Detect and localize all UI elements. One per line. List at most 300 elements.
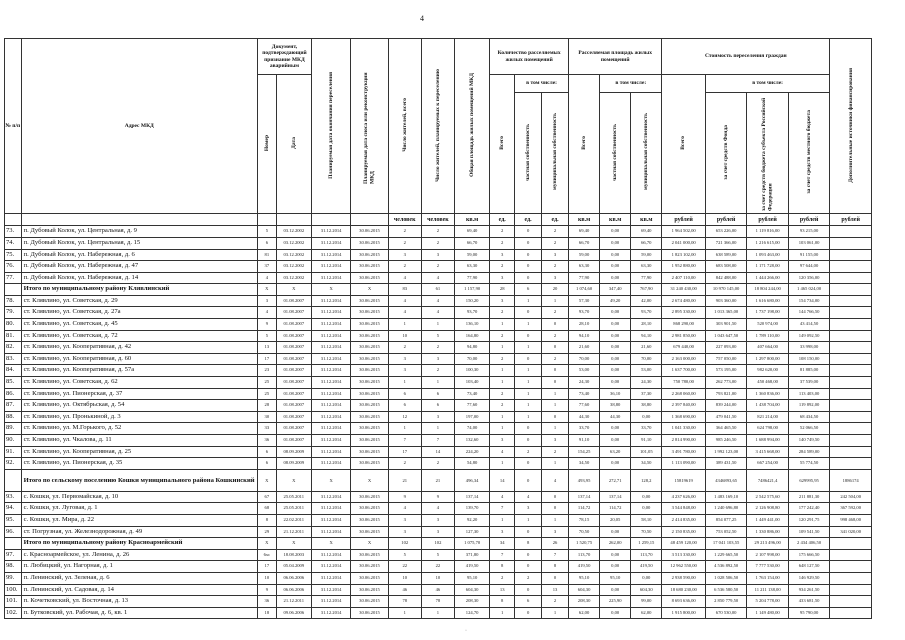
row-value: 1 — [490, 514, 515, 526]
table-row — [5, 572, 872, 584]
row-value: 433 681,50 — [788, 596, 829, 608]
row-number: 99. — [5, 572, 22, 584]
table-total-row — [5, 538, 872, 550]
row-value: 113 403,00 — [788, 388, 829, 400]
row-number: 90. — [5, 435, 22, 447]
row-value: 7 — [490, 503, 515, 515]
row-value: 648 127,50 — [788, 561, 829, 573]
row-value: 30.06.2015 — [351, 423, 388, 435]
row-value — [830, 272, 872, 284]
row-number: 102. — [5, 607, 22, 619]
row-value: X — [258, 538, 277, 550]
row-value: 0 — [515, 353, 542, 365]
row-value: 1 — [490, 411, 515, 423]
row-value: 31.12.2014 — [311, 226, 350, 238]
row-value: 53,00 — [631, 365, 662, 377]
row-value: 2 — [421, 458, 454, 470]
row-value: 136,10 — [455, 319, 490, 331]
row-value: 842 488,00 — [705, 272, 746, 284]
row-value: 1 483 169,10 — [705, 491, 746, 503]
row-value: 31.12.2014 — [311, 584, 350, 596]
row-value: 31.12.2014 — [311, 353, 350, 365]
row-address: ст. Клявлино, ул. Советская, д. 27а — [21, 307, 257, 319]
row-value: 3 — [490, 526, 515, 538]
row-value: 30.06.2015 — [351, 377, 388, 389]
row-value: 6 — [515, 596, 542, 608]
table-row — [5, 526, 872, 538]
row-value: 31.12.2014 — [311, 330, 350, 342]
row-number: 101. — [5, 596, 22, 608]
row-value: 0 — [515, 237, 542, 249]
row-value: 6 — [388, 388, 421, 400]
row-value: 44,30 — [600, 411, 631, 423]
row-value: 01.08.2007 — [276, 342, 311, 354]
row-value: 26 — [542, 538, 569, 550]
row-address: п. Дубовый Колок, ул. Набережная, д. 14 — [21, 272, 257, 284]
row-value: 7 — [542, 549, 569, 561]
row-value: 01.08.2007 — [276, 353, 311, 365]
row-number: 80. — [5, 319, 22, 331]
row-value: 31.12.2014 — [311, 261, 350, 273]
row-value: 1 964 502,00 — [662, 226, 706, 238]
row-value: 10 — [258, 572, 277, 584]
header-doc-number: Номер — [263, 134, 270, 152]
row-value — [830, 307, 872, 319]
row-value: 14 — [421, 446, 454, 458]
row-value: 30.06.2015 — [351, 237, 388, 249]
row-value: 63,30 — [631, 261, 662, 273]
row-value: 982 620,00 — [747, 365, 788, 377]
row-value: 1 368 690,00 — [662, 411, 706, 423]
row-value: 520 974,00 — [747, 319, 788, 331]
row-value: 750 780,00 — [662, 377, 706, 389]
row-value: 28 — [258, 400, 277, 412]
row-value: 2 — [542, 596, 569, 608]
header-area-total: Всего — [580, 136, 587, 150]
row-value: 242 504,00 — [830, 491, 872, 503]
row-number: 84. — [5, 365, 22, 377]
row-value: 59,00 — [569, 249, 600, 261]
row-address: с. Кошки, ул. Луговая, д. 1 — [21, 503, 257, 515]
row-value: 13 — [542, 584, 569, 596]
row-value: 0,00 — [631, 491, 662, 503]
row-value — [830, 607, 872, 619]
row-value: 01.08.2007 — [276, 423, 311, 435]
row-value: 62,00 — [631, 607, 662, 619]
table-total-row — [5, 469, 872, 491]
row-value: 127,30 — [455, 526, 490, 538]
row-value: 2 — [542, 226, 569, 238]
row-value: 0,00 — [600, 377, 631, 389]
row-value: 94,10 — [569, 330, 600, 342]
row-value: 114,72 — [569, 503, 600, 515]
row-value: 95,10 — [569, 572, 600, 584]
row-value: 31.12.2014 — [311, 607, 350, 619]
row-value: 8 — [542, 561, 569, 573]
row-value: 30.06.2015 — [351, 503, 388, 515]
row-value: 139,70 — [455, 503, 490, 515]
row-value: 30.06.2015 — [351, 272, 388, 284]
row-value: 211 881,30 — [788, 491, 829, 503]
row-value: 2 — [542, 446, 569, 458]
row-value: 59,00 — [455, 249, 490, 261]
row-value: 284 589,00 — [788, 446, 829, 458]
row-value: 854 077,25 — [705, 514, 746, 526]
row-value: 0 — [515, 561, 542, 573]
row-value: 31.12.2014 — [311, 342, 350, 354]
unit-cell: ед. — [542, 214, 569, 226]
row-value: 1 041 330,00 — [662, 423, 706, 435]
row-value: 2 — [490, 388, 515, 400]
row-value: 5 — [258, 226, 277, 238]
row-value: 149 092,50 — [788, 330, 829, 342]
row-value: 1 229 665,50 — [705, 549, 746, 561]
row-value: 2 — [421, 365, 454, 377]
row-number: 73. — [5, 226, 22, 238]
row-value: 154,25 — [569, 446, 600, 458]
row-value: 30.06.2015 — [351, 353, 388, 365]
row-value: 9 — [388, 491, 421, 503]
row-value: 0,00 — [600, 342, 631, 354]
row-value: 37 539,00 — [788, 377, 829, 389]
row-address: ст. Клявлино, ул. Пионерская, д. 35 — [21, 458, 257, 470]
row-value: 93 215,00 — [788, 226, 829, 238]
row-value: 59,00 — [631, 249, 662, 261]
row-value: 38,80 — [631, 400, 662, 412]
row-value: 94,80 — [455, 342, 490, 354]
row-value: 0,00 — [600, 435, 631, 447]
row-address: ст. Клявлино, ул. Пионерская, д. 37 — [21, 388, 257, 400]
row-value: 06.06.2006 — [276, 584, 311, 596]
row-value: 2 — [542, 330, 569, 342]
row-value: 2 814 990,00 — [662, 435, 706, 447]
row-value: 1 616 680,00 — [747, 295, 788, 307]
row-value: 109 541,50 — [788, 526, 829, 538]
row-address: ст. Клявлино, ул. Советская, д. 62 — [21, 377, 257, 389]
row-value: 03.12.2002 — [276, 249, 311, 261]
row-value: 341 020,00 — [830, 526, 872, 538]
row-value: 31.12.2014 — [311, 388, 350, 400]
row-value: 01.08.2007 — [276, 377, 311, 389]
row-value: 48 459 120,00 — [662, 538, 706, 550]
row-value: 31.12.2014 — [311, 295, 350, 307]
row-value: 1 — [515, 514, 542, 526]
row-value: 13 — [490, 584, 515, 596]
row-value: 18 — [258, 607, 277, 619]
row-value: 3 — [258, 295, 277, 307]
row-value: 670 530,00 — [705, 607, 746, 619]
row-value: 2 981 850,00 — [662, 330, 706, 342]
row-number: 91. — [5, 446, 22, 458]
row-value: 09.06.2006 — [276, 607, 311, 619]
row-value: 1 013 365,00 — [705, 307, 746, 319]
row-value: 821 214,00 — [747, 411, 788, 423]
units-row — [5, 214, 872, 226]
unit-cell: рублей — [788, 214, 829, 226]
row-value: 629995,95 — [788, 469, 829, 491]
row-value: 4 — [388, 295, 421, 307]
row-value: 3 — [421, 514, 454, 526]
row-value: 1 — [515, 400, 542, 412]
row-value: 2 — [490, 261, 515, 273]
row-value: 25 — [258, 377, 277, 389]
row-value: 1 688 994,00 — [747, 435, 788, 447]
row-value: 1 — [515, 342, 542, 354]
header-fund: за счет средств Фонда — [722, 124, 729, 180]
row-value: 30.06.2015 — [351, 561, 388, 573]
row-value: X — [258, 284, 277, 296]
row-value: 4346893,65 — [705, 469, 746, 491]
row-value: 144 766,50 — [788, 307, 829, 319]
row-value: 2 126 908,80 — [747, 503, 788, 515]
row-value: 496,34 — [455, 469, 490, 491]
row-value: 95,10 — [600, 572, 631, 584]
row-value: 604,30 — [631, 584, 662, 596]
table-row — [5, 237, 872, 249]
row-address: ст. Клявлино, ул. Кооперативная, д. 42 — [21, 342, 257, 354]
row-value: 667 254,00 — [747, 458, 788, 470]
row-value: 2 — [490, 330, 515, 342]
row-value: 83 — [388, 284, 421, 296]
row-value: 15819619 — [662, 469, 706, 491]
row-value: 0 — [515, 423, 542, 435]
row-number: 89. — [5, 423, 22, 435]
row-value: 2 542 575,60 — [747, 491, 788, 503]
row-value: 30.06.2015 — [351, 249, 388, 261]
row-value: 1 297 800,00 — [747, 353, 788, 365]
row-value: 42,00 — [631, 295, 662, 307]
row-address: ст. Клявлино, ул. Советская, д. 45 — [21, 319, 257, 331]
row-value: 91 155,00 — [788, 249, 829, 261]
row-value: 4 — [421, 503, 454, 515]
row-address: Итого по муниципальному району Красноармейский — [21, 538, 257, 550]
row-value: 604,30 — [569, 584, 600, 596]
row-value: 757 050,00 — [705, 353, 746, 365]
row-value: 8 — [515, 538, 542, 550]
unit-cell: ед. — [490, 214, 515, 226]
row-value: 3 — [388, 514, 421, 526]
table-row — [5, 584, 872, 596]
table-row — [5, 272, 872, 284]
row-value: 31.12.2014 — [311, 458, 350, 470]
header-local-budget: за счет средств местного бюджета — [805, 110, 812, 194]
row-value: 3 544 848,00 — [662, 503, 706, 515]
row-address: п. Кочетковский, ул. Восточная, д. 13 — [21, 596, 257, 608]
row-value: 0,00 — [600, 237, 631, 249]
row-address: ст. Клявлино, ул. Кооперативная, д. 60 — [21, 353, 257, 365]
row-value: 389 431,50 — [705, 458, 746, 470]
row-value: 0,00 — [600, 272, 631, 284]
row-value: 985 246,50 — [705, 435, 746, 447]
row-address: ст. Клявлино, ул. Советская, д. 29 — [21, 295, 257, 307]
row-number: 86. — [5, 388, 22, 400]
row-value: 30.06.2015 — [351, 400, 388, 412]
row-value: 77,60 — [455, 400, 490, 412]
row-value: 77,90 — [631, 272, 662, 284]
row-value: 5 204 778,00 — [747, 596, 788, 608]
row-value: 31.12.2014 — [311, 561, 350, 573]
row-value: 2 150 835,00 — [662, 526, 706, 538]
row-value: 262,00 — [600, 538, 631, 550]
row-value: 30.06.2015 — [351, 572, 388, 584]
row-value: 1 520,75 — [569, 538, 600, 550]
row-number: 94. — [5, 503, 22, 515]
row-value: 91,10 — [631, 435, 662, 447]
row-value: 1 — [515, 295, 542, 307]
row-value: 450 468,00 — [747, 377, 788, 389]
header-cost-total: Всего — [680, 136, 687, 150]
row-value: 3 — [388, 365, 421, 377]
table-body — [5, 226, 872, 619]
row-value: 197,00 — [455, 411, 490, 423]
row-value: 272,71 — [600, 469, 631, 491]
row-value: 22 — [388, 561, 421, 573]
row-value: 124,70 — [455, 607, 490, 619]
row-value: 81 — [258, 249, 277, 261]
row-value: 1 — [388, 319, 421, 331]
row-value: 01.08.2007 — [276, 411, 311, 423]
unit-cell: рублей — [830, 214, 872, 226]
row-value: 5 — [258, 330, 277, 342]
row-value: 0,00 — [600, 226, 631, 238]
row-value: 7 777 530,00 — [747, 561, 788, 573]
row-value: 2 — [421, 226, 454, 238]
row-value: 0,00 — [600, 319, 631, 331]
row-value: 77,90 — [569, 272, 600, 284]
row-value: 93,70 — [455, 307, 490, 319]
row-value: 4 — [388, 503, 421, 515]
row-value: 31.12.2014 — [311, 514, 350, 526]
row-value: 3 — [515, 503, 542, 515]
row-value: 119 892,00 — [788, 400, 829, 412]
row-value: 62,00 — [569, 607, 600, 619]
row-value: 0 — [515, 526, 542, 538]
row-value: X — [258, 469, 277, 491]
row-value: 0 — [515, 458, 542, 470]
row-value: 46 — [388, 584, 421, 596]
row-value: 3 — [421, 526, 454, 538]
row-value: 6 — [515, 284, 542, 296]
row-value: 793 821,00 — [705, 388, 746, 400]
row-value: 0 — [542, 365, 569, 377]
row-value: 10 — [388, 330, 421, 342]
row-value: 479 041,50 — [705, 411, 746, 423]
row-value: 29 213 496,00 — [747, 538, 788, 550]
row-value: 1886174 — [830, 469, 872, 491]
row-value: 70,50 — [569, 526, 600, 538]
header-rooms-total: Всего — [499, 136, 506, 150]
table-row — [5, 400, 872, 412]
unit-cell: кв.м — [569, 214, 600, 226]
row-value: 30.06.2015 — [351, 458, 388, 470]
row-value: 12 — [388, 411, 421, 423]
row-value: 120 356,00 — [788, 272, 829, 284]
row-value: 77,60 — [569, 400, 600, 412]
row-value: 7 — [490, 549, 515, 561]
row-value — [830, 572, 872, 584]
row-number: 82. — [5, 342, 22, 354]
row-value: 227 093,00 — [705, 342, 746, 354]
header-rooms-private: частная собственность — [524, 123, 531, 181]
row-value: 69,40 — [569, 226, 600, 238]
row-number: 74. — [5, 237, 22, 249]
row-value: 1 — [490, 342, 515, 354]
row-value: 4 — [490, 491, 515, 503]
row-value: 38,80 — [600, 400, 631, 412]
row-value: 868 290,00 — [662, 319, 706, 331]
row-value: 6 — [258, 237, 277, 249]
row-address: ст. Погрузная, ул. Железнодорожная, д. 49 — [21, 526, 257, 538]
row-value: 92,20 — [455, 514, 490, 526]
row-value — [830, 353, 872, 365]
row-value: 0,00 — [600, 330, 631, 342]
row-value: X — [311, 469, 350, 491]
row-number: 92. — [5, 458, 22, 470]
row-value: 2 — [490, 400, 515, 412]
row-value: 3 — [421, 249, 454, 261]
row-value: 30.06.2015 — [351, 226, 388, 238]
row-value: 30.06.2015 — [351, 295, 388, 307]
row-value: 31.12.2014 — [311, 400, 350, 412]
row-value: 08.09.2009 — [276, 458, 311, 470]
row-value: 839 244,00 — [705, 400, 746, 412]
row-number: 78. — [5, 295, 22, 307]
row-value: 97 644,00 — [788, 261, 829, 273]
table-row — [5, 353, 872, 365]
row-value: 1 465 024,00 — [788, 284, 829, 296]
row-value: 24,30 — [631, 377, 662, 389]
row-value: 31.12.2014 — [311, 446, 350, 458]
row-address: ст. Клявлино, ул. М.Горького, д. 52 — [21, 423, 257, 435]
row-value: 70,00 — [569, 353, 600, 365]
row-value: 13 — [258, 342, 277, 354]
row-value: 30.06.2015 — [351, 514, 388, 526]
row-value — [830, 284, 872, 296]
row-value: 1 — [515, 377, 542, 389]
row-number: 79. — [5, 307, 22, 319]
row-value: 1 — [421, 423, 454, 435]
row-value: 225,90 — [600, 596, 631, 608]
row-value: 100,30 — [455, 365, 490, 377]
row-value: 30.06.2015 — [351, 388, 388, 400]
row-value: 0,00 — [600, 365, 631, 377]
row-value: 0,00 — [600, 561, 631, 573]
row-value: 31.12.2014 — [311, 365, 350, 377]
row-value: 721 366,00 — [705, 237, 746, 249]
row-value: 2 — [542, 353, 569, 365]
row-value: 01.08.2007 — [276, 295, 311, 307]
unit-cell: кв.м — [600, 214, 631, 226]
row-value: 2 — [542, 261, 569, 273]
row-value: 1 — [490, 377, 515, 389]
row-value: 18 680 230,00 — [662, 584, 706, 596]
row-value: 18.08.2003 — [276, 549, 311, 561]
row-value: 371,80 — [455, 549, 490, 561]
row-value: 1 093 463,00 — [747, 249, 788, 261]
row-value: 1 — [421, 319, 454, 331]
row-value: 0 — [515, 435, 542, 447]
row-value: 1 992 123,00 — [705, 446, 746, 458]
row-value: 0 — [542, 342, 569, 354]
row-value: 30.06.2015 — [351, 330, 388, 342]
row-value: 6 — [388, 400, 421, 412]
row-value: 303 901,50 — [705, 319, 746, 331]
row-number: 76. — [5, 261, 22, 273]
row-value: 1 952 880,00 — [662, 261, 706, 273]
row-value: 93,70 — [569, 307, 600, 319]
row-value: 18 804 244,00 — [747, 284, 788, 296]
table-row — [5, 458, 872, 470]
